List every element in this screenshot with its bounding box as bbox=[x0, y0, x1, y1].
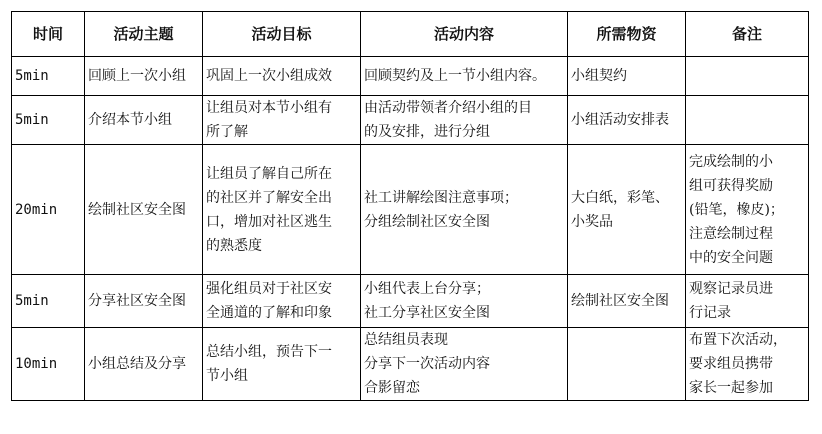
cell-time: 20min bbox=[12, 145, 85, 275]
cell-materials: 小组活动安排表 bbox=[568, 96, 686, 145]
cell-materials: 小组契约 bbox=[568, 57, 686, 96]
cell-notes bbox=[686, 57, 809, 96]
header-content: 活动内容 bbox=[361, 12, 568, 57]
cell-goal: 总结小组，预告下一 节小组 bbox=[203, 328, 361, 401]
header-time: 时间 bbox=[12, 12, 85, 57]
cell-theme: 绘制社区安全图 bbox=[85, 145, 203, 275]
cell-content: 小组代表上台分享； 社工分享社区安全图 bbox=[361, 275, 568, 328]
cell-materials: 大白纸，彩笔、 小奖品 bbox=[568, 145, 686, 275]
cell-goal: 让组员了解自己所在 的社区并了解安全出 口，增加对社区逃生 的熟悉度 bbox=[203, 145, 361, 275]
cell-notes: 布置下次活动， 要求组员携带 家长一起参加 bbox=[686, 328, 809, 401]
cell-content: 总结组员表现 分享下一次活动内容 合影留恋 bbox=[361, 328, 568, 401]
activity-plan-table-wrapper bbox=[11, 11, 809, 401]
cell-time: 10min bbox=[12, 328, 85, 401]
table-row bbox=[12, 145, 809, 275]
cell-content: 回顾契约及上一节小组内容。 bbox=[361, 57, 568, 96]
cell-content: 由活动带领者介绍小组的目 的及安排，进行分组 bbox=[361, 96, 568, 145]
cell-goal: 巩固上一次小组成效 bbox=[203, 57, 361, 96]
cell-notes bbox=[686, 96, 809, 145]
cell-materials bbox=[568, 328, 686, 401]
cell-goal: 让组员对本节小组有 所了解 bbox=[203, 96, 361, 145]
cell-time: 5min bbox=[12, 275, 85, 328]
table-row bbox=[12, 328, 809, 401]
cell-theme: 介绍本节小组 bbox=[85, 96, 203, 145]
cell-theme: 小组总结及分享 bbox=[85, 328, 203, 401]
cell-notes: 完成绘制的小 组可获得奖励 (铅笔，橡皮)； 注意绘制过程 中的安全问题 bbox=[686, 145, 809, 275]
header-theme: 活动主题 bbox=[85, 12, 203, 57]
header-materials: 所需物资 bbox=[568, 12, 686, 57]
cell-theme: 分享社区安全图 bbox=[85, 275, 203, 328]
cell-goal: 强化组员对于社区安 全通道的了解和印象 bbox=[203, 275, 361, 328]
cell-time: 5min bbox=[12, 57, 85, 96]
table-header-row bbox=[12, 12, 809, 57]
header-notes: 备注 bbox=[686, 12, 809, 57]
cell-materials: 绘制社区安全图 bbox=[568, 275, 686, 328]
table-row bbox=[12, 275, 809, 328]
table-row bbox=[12, 96, 809, 145]
cell-notes: 观察记录员进 行记录 bbox=[686, 275, 809, 328]
table-row bbox=[12, 57, 809, 96]
header-goal: 活动目标 bbox=[203, 12, 361, 57]
cell-content: 社工讲解绘图注意事项； 分组绘制社区安全图 bbox=[361, 145, 568, 275]
cell-theme: 回顾上一次小组 bbox=[85, 57, 203, 96]
activity-plan-table bbox=[11, 11, 809, 401]
cell-time: 5min bbox=[12, 96, 85, 145]
